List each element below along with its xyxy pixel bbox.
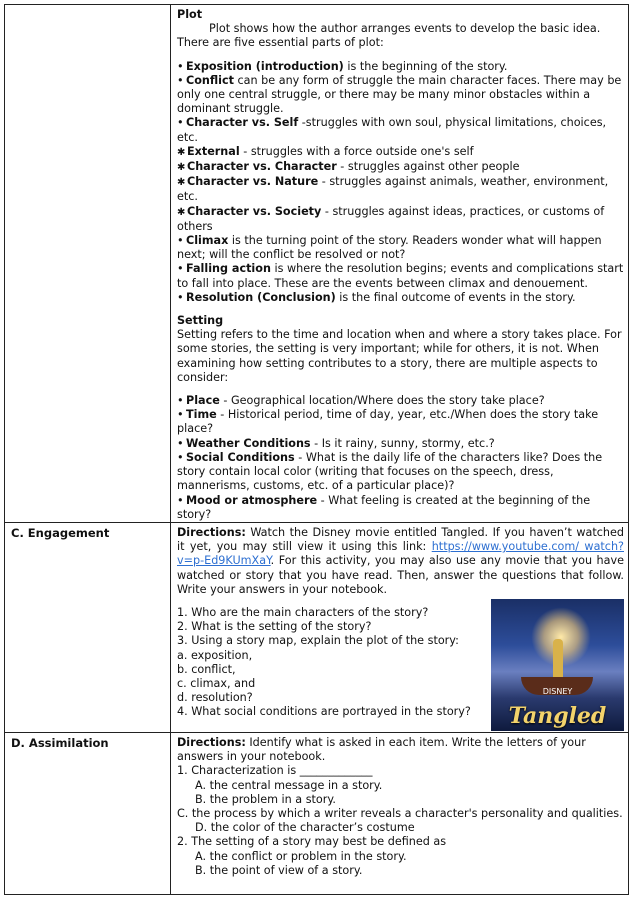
assimilation-list [177,764,624,878]
item-text: - What feeling is created at the beginning of the story? [177,493,591,521]
item-text: - Geographical location/Where does the story take place? [219,394,545,408]
directions-text: Identify what is asked in each item. Write the letters of your answers in your notebook. [177,735,586,764]
bullet-icon: • [177,436,184,450]
question-item: 2. What is the setting of the story? [177,620,372,634]
directions-label: Directions: [177,735,246,749]
table-row [5,732,629,894]
item-term: Weather Conditions [186,436,311,450]
asterisk-bullet-icon: ✱ [177,146,186,158]
lesson-table [4,4,629,895]
list-item [177,74,624,117]
quiz-line: A. the central message in a story. [195,778,383,792]
table-row [5,5,629,523]
item-text: is where the resolution begins; events and complications start to fall into place. These are the events between climax and denouement. [177,262,624,290]
list-item [177,160,624,175]
poster-studio: DISNEY [542,686,573,696]
plot-setting-cell [171,5,629,523]
quiz-line: 2. The setting of a story may best be defined as [177,835,447,849]
bullet-icon: • [177,450,184,464]
empty-label-cell [5,5,171,523]
poster-title: Tangled [508,702,607,729]
item-text: can be any form of struggle the main character faces. There may be only one central struggle, or there may be many minor obstacles within a dominant struggle. [177,73,622,116]
bullet-icon: • [177,73,184,87]
item-term: Place [186,394,220,408]
item-text: -struggles with own soul, physical limitations, choices, etc. [177,116,607,144]
asterisk-bullet-icon: ✱ [177,206,186,218]
list-item [177,175,624,204]
item-term: Character vs. Society [187,204,322,218]
item-text: - struggles with a force outside one's self [239,144,474,158]
item-term: Mood or atmosphere [186,493,318,507]
directions-text-2: . For this activity, you may also use any movie that you have watched or story that you have read. Then, answer the questions that follow. Write your answers in your notebook. [177,554,624,596]
item-term: External [187,144,240,158]
item-term: Exposition (introduction) [186,59,344,73]
quiz-line: A. the conflict or problem in the story. [195,849,407,863]
item-term: Character vs. Self [186,116,299,130]
rapunzel-figure [553,639,563,681]
setting-heading: Setting [177,314,224,328]
plot-list [177,60,624,305]
bullet-icon: • [177,234,184,248]
item-term: Character vs. Character [187,160,337,174]
list-item [177,291,624,305]
plot-intro-2: There are five essential parts of plot: [177,36,384,50]
question-item: d. resolution? [177,691,253,705]
setting-list [177,394,624,522]
item-term: Character vs. Nature [187,175,319,189]
list-item [177,60,624,74]
list-item [177,437,624,451]
question-item: c. climax, and [177,676,256,690]
assimilation-label: D. Assimilation [5,732,171,894]
bullet-icon: • [177,408,184,422]
bullet-icon: • [177,59,184,73]
item-term: Time [186,408,217,422]
list-item [177,494,624,522]
engagement-label: C. Engagement [5,522,171,732]
bullet-icon: • [177,116,184,130]
item-text: is the final outcome of events in the story. [335,290,576,304]
directions-text: Watch the Disney movie entitled Tangled. If you haven’t watched it yet, you may still view it using this link: [177,525,624,554]
youtube-link[interactable]: https://www.youtube.com/ watch?v=p-Ed9KUmXaY [177,540,624,568]
asterisk-bullet-icon: ✱ [177,177,186,189]
plot-intro: Plot shows how the author arranges events to develop the basic idea. [209,22,601,36]
bullet-icon: • [177,290,184,304]
quiz-line: B. the point of view of a story. [195,863,363,877]
item-text: - What is the daily life of the characters like? Does the story contain local color (writing that focuses on the speech, dress, mannerisms, customs, etc. of a particular place)? [177,450,603,493]
list-item [177,205,624,234]
bullet-icon: • [177,394,184,408]
question-item: 3. Using a story map, explain the plot of the story: [177,634,459,648]
quiz-line: B. the problem in a story. [195,792,336,806]
list-item [177,145,624,160]
list-item [177,394,624,408]
quiz-line: D. the color of the character’s costume [195,821,415,835]
plot-heading: Plot [177,8,203,21]
engagement-directions [177,526,624,597]
item-term: Social Conditions [186,450,295,464]
bullet-icon: • [177,493,184,507]
question-item: b. conflict, [177,662,236,676]
tangled-poster-image [491,599,624,731]
item-term: Resolution (Conclusion) [186,290,336,304]
item-term: Falling action [186,262,271,276]
quiz-line: C. the process by which a writer reveals a character's personality and qualities. [177,806,623,820]
bullet-icon: • [177,262,184,276]
question-item: a. exposition, [177,648,253,662]
item-text: is the turning point of the story. Readers wonder what will happen next; will the conflict be resolved or not? [177,234,602,262]
directions-label: Directions: [177,525,246,539]
asterisk-bullet-icon: ✱ [177,162,186,174]
list-item [177,408,624,436]
question-item: 4. What social conditions are portrayed in the story? [177,705,471,719]
list-item [177,234,624,262]
item-term: Conflict [186,73,234,87]
item-term: Climax [186,234,229,248]
setting-text: Setting refers to the time and location when and where a story takes place. For some stories, the setting is very important; while for others, it is not. When examining how setting contributes to a story, there are multiple aspects to consider: [177,328,622,384]
quiz-line: 1. Characterization is _____________ [177,764,373,778]
item-text: - struggles against other people [336,160,520,174]
item-text: - struggles against ideas, practices, or customs of others [177,204,605,233]
item-text: - struggles against animals, weather, environment, etc. [177,175,609,204]
engagement-cell [171,522,629,732]
item-text: - Is it rainy, sunny, stormy, etc.? [310,436,495,450]
table-row [5,522,629,732]
assimilation-directions [177,736,624,764]
list-item [177,262,624,290]
list-item [177,451,624,494]
assimilation-cell [171,732,629,894]
item-text: - Historical period, time of day, year, etc./When does the story take place? [177,408,599,436]
list-item [177,116,624,144]
item-text: is the beginning of the story. [343,59,508,73]
question-item: 1. Who are the main characters of the story? [177,605,429,619]
